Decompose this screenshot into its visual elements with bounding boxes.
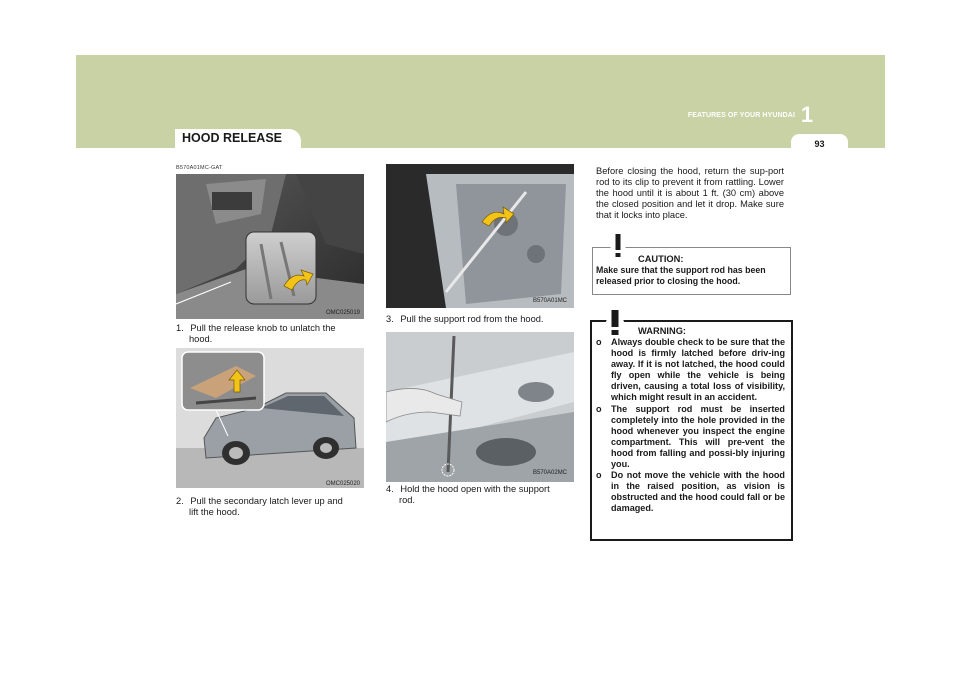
warning-bullet: o	[596, 403, 602, 414]
support-rod-clip-photo	[386, 164, 574, 308]
step-1-text-cont: hood.	[189, 334, 213, 345]
warning-bullet: o	[596, 337, 602, 347]
step-1-number: 1.	[176, 323, 184, 333]
step-4-text: Hold the hood open with the support	[400, 484, 550, 494]
step-3	[386, 314, 574, 325]
car-latch-photo	[176, 348, 364, 488]
support-rod-hold-illustration	[386, 332, 574, 482]
caution-text: Make sure that the support rod has been released prior to closing the hood.	[596, 265, 766, 286]
warning-exclamation-icon	[598, 302, 632, 338]
image-label-4: B570A02MC	[533, 470, 568, 476]
step-4-text-cont: rod.	[399, 495, 416, 506]
step-3-number: 3.	[386, 314, 394, 324]
step-4-number: 4.	[386, 484, 394, 494]
warning-title: WARNING:	[638, 326, 687, 336]
chapter-number: 1	[800, 102, 814, 127]
car-latch-illustration	[176, 348, 364, 488]
section-code: B570A01MC-GAT	[176, 165, 223, 171]
step-2-number: 2.	[176, 496, 184, 506]
warning-item-text: The support rod must be inserted completely into the hole provided in the hood whenever you inspect the engine compartment. This will pre-vent the hood from falling and possi-bly injuring you.	[611, 403, 785, 470]
release-knob-photo	[176, 174, 364, 319]
support-rod-hold-photo	[386, 332, 574, 482]
image-label-3: B570A01MC	[533, 298, 568, 304]
release-knob-illustration	[176, 174, 364, 319]
page-number: 93	[791, 134, 848, 152]
step-2-text: Pull the secondary latch lever up and	[190, 496, 343, 506]
image-label-2: OMC025020	[326, 481, 361, 487]
image-label-1: OMC025019	[326, 310, 361, 316]
closing-instructions: Before closing the hood, return the sup-port rod to its clip to prevent it from rattling. Lower the hood until it is about 1 ft. (30 cm) above the closed position and let it drop. Make sure that it locks into place.	[596, 166, 784, 221]
warning-item-text: Do not move the vehicle with the hood in the raised position, as vision is obstructed and the hood could fall or be damaged.	[611, 470, 785, 514]
warning-item	[596, 337, 785, 404]
step-3-text: Pull the support rod from the hood.	[400, 314, 544, 324]
caution-title: CAUTION:	[638, 254, 684, 264]
caution-exclamation-icon	[604, 228, 632, 262]
step-2-text-cont: lift the hood.	[189, 507, 240, 518]
warning-item	[596, 470, 785, 514]
chapter-label: FEATURES OF YOUR HYUNDAI	[687, 112, 795, 119]
warning-item-text: Always double check to be sure that the hood is firmly latched before driv-ing away. If it is not latched, the hood could fly open while the vehicle is being driven, causing a total loss of visibility, which might result in an accident.	[611, 337, 785, 403]
warning-item	[596, 404, 785, 471]
step-1	[176, 323, 364, 345]
section-title: HOOD RELEASE	[182, 131, 283, 145]
warning-list	[596, 337, 785, 515]
step-1-text: Pull the release knob to unlatch the	[190, 323, 336, 333]
step-4	[386, 484, 574, 506]
step-2	[176, 496, 364, 518]
support-rod-clip-illustration	[386, 164, 574, 308]
warning-bullet: o	[596, 470, 602, 481]
